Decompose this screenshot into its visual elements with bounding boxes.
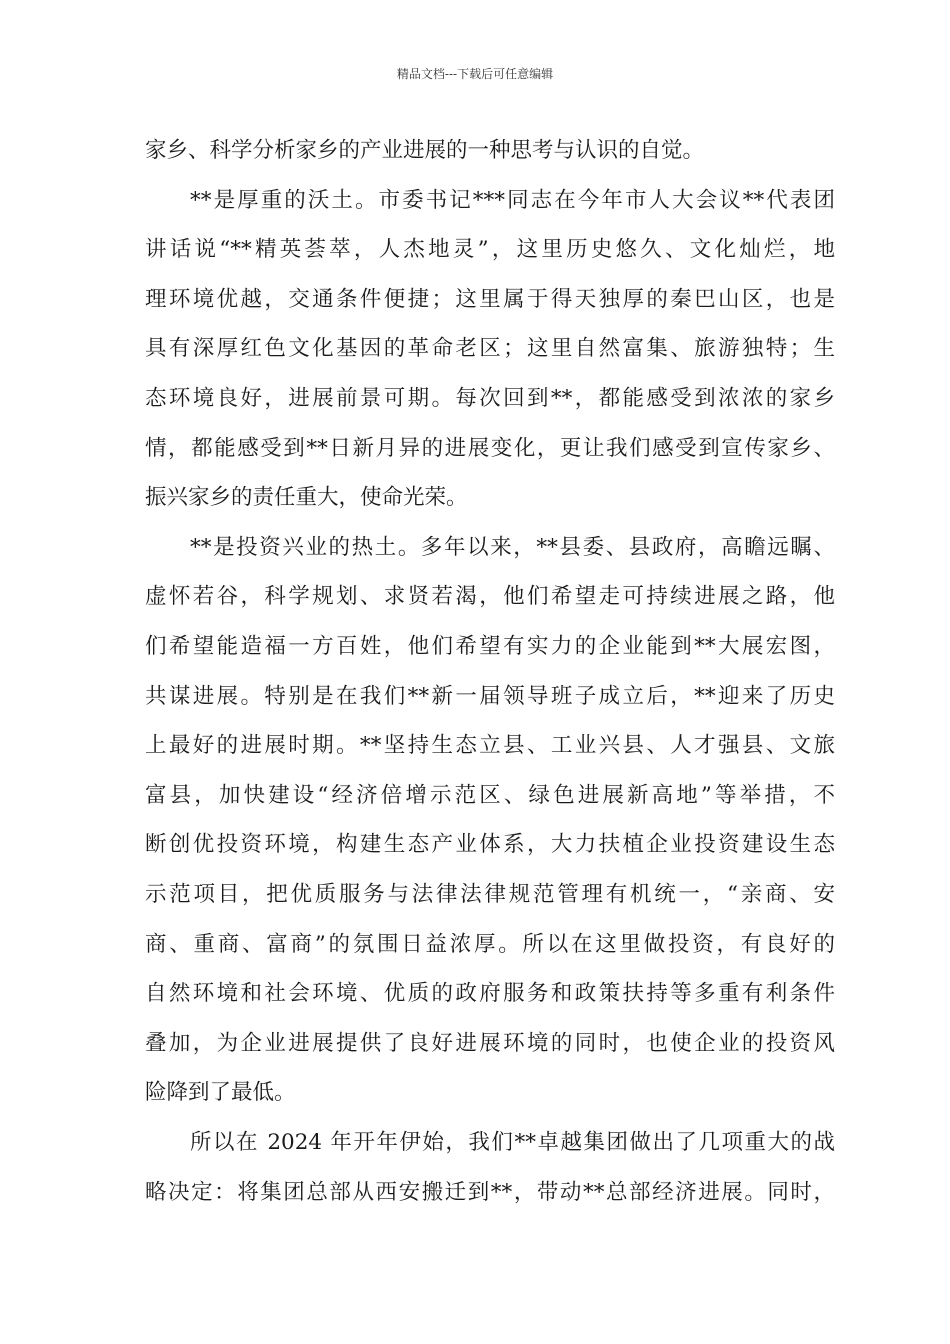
text-line: 讲话说“**精英荟萃，人杰地灵”，这里历史悠久、文化灿烂，地: [145, 237, 835, 262]
paragraph-first-line: **是投资兴业的热土。多年以来，**县委、县政府，高瞻远瞩、: [190, 535, 835, 560]
text-line: 理环境优越，交通条件便捷；这里属于得天独厚的秦巴山区，也是: [145, 287, 835, 312]
text-line: 商、重商、富商”的氛围日益浓厚。所以在这里做投资，有良好的: [145, 932, 835, 957]
paragraph-first-line: 所以在 2024 年开年伊始，我们**卓越集团做出了几项重大的战: [190, 1130, 835, 1155]
text-line: 振兴家乡的责任重大，使命光荣。: [145, 485, 468, 510]
text-line: 态环境良好，进展前景可期。每次回到**，都能感受到浓浓的家乡: [145, 386, 835, 411]
text-line: 险降到了最低。: [145, 1080, 296, 1105]
text-line: 虚怀若谷，科学规划、求贤若渴，他们希望走可持续进展之路，他: [145, 584, 835, 609]
text-line: 自然环境和社会环境、优质的政府服务和政策扶持等多重有利条件: [145, 981, 835, 1006]
text-line: 们希望能造福一方百姓，他们希望有实力的企业能到**大展宏图，: [145, 634, 835, 659]
text-line: 略决定：将集团总部从西安搬迁到**，带动**总部经济进展。同时，: [145, 1180, 835, 1205]
text-line: 上最好的进展时期。**坚持生态立县、工业兴县、人才强县、文旅: [145, 733, 835, 758]
text-line: 示范项目，把优质服务与法律法律规范管理有机统一，“亲商、安: [145, 882, 835, 907]
text-line: 富县，加快建设“经济倍增示范区、绿色进展新高地”等举措，不: [145, 783, 835, 808]
text-line: 家乡、科学分析家乡的产业进展的一种思考与认识的自觉。: [145, 138, 705, 163]
page-header: 精品文档---下载后可任意编辑: [396, 67, 554, 81]
text-line: 叠加，为企业进展提供了良好进展环境的同时，也使企业的投资风: [145, 1031, 835, 1056]
text-line: 具有深厚红色文化基因的革命老区；这里自然富集、旅游独特；生: [145, 336, 835, 361]
paragraph-first-line: **是厚重的沃土。市委书记***同志在今年市人大会议**代表团: [190, 188, 835, 213]
text-line: 断创优投资环境，构建生态产业体系，大力扶植企业投资建设生态: [145, 832, 835, 857]
text-line: 情，都能感受到**日新月异的进展变化，更让我们感受到宣传家乡、: [145, 436, 835, 461]
text-line: 共谋进展。特别是在我们**新一届领导班子成立后，**迎来了历史: [145, 684, 835, 709]
